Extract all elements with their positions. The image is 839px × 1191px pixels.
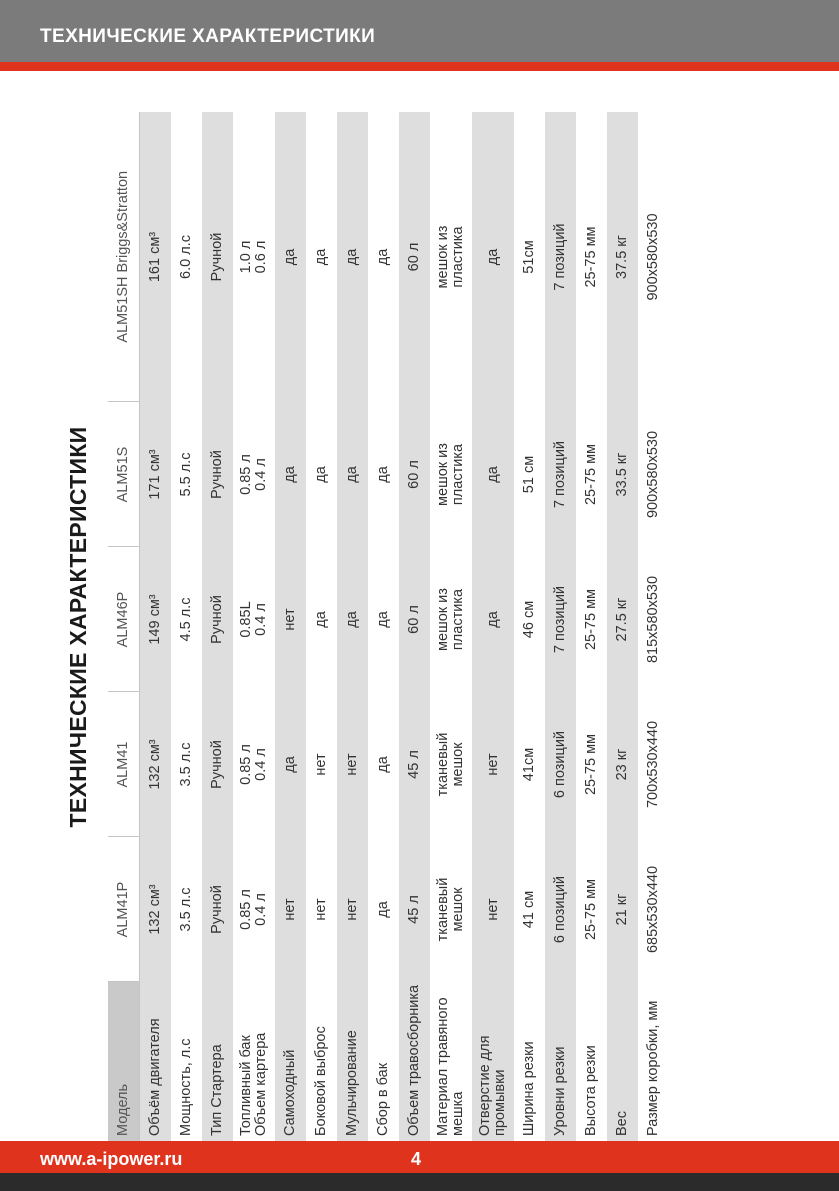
row-label: Тип Стартера: [202, 982, 233, 1142]
table-cell: да: [375, 466, 391, 483]
model-ALM51SH: ALM51SH Briggs&Stratton: [108, 112, 140, 402]
table-cell: 171 см³: [140, 402, 172, 547]
table-cell: да: [375, 901, 391, 918]
table-cell: 41см: [521, 747, 537, 782]
table-cell: 51см: [521, 240, 537, 274]
table-cell: 33.5 кг: [607, 402, 638, 547]
table-cell: да: [375, 756, 391, 773]
table-cell: да: [375, 611, 391, 628]
table-cell: 815x580x530: [645, 575, 661, 664]
table-cell: 25-75 мм: [583, 588, 599, 651]
table-cell: Ручной: [202, 547, 233, 692]
table-cell: 37.5 кг: [607, 112, 638, 402]
table-cell: 900x580x530: [645, 213, 661, 301]
table-cell: 60 л: [399, 402, 430, 547]
table-cell: 7 позиций: [545, 112, 576, 402]
table-row: [306, 112, 337, 1142]
table-cell: нет: [275, 837, 306, 982]
table-row: [514, 112, 545, 1142]
table-cell: 6.0 л.с: [178, 235, 194, 279]
table-cell: 132 см³: [140, 837, 172, 982]
table-cell: 60 л: [399, 112, 430, 402]
table-cell: мешок из пластика: [435, 588, 466, 651]
table-cell: мешок из пластика: [435, 443, 466, 506]
table-cell: нет: [337, 837, 368, 982]
table-cell: 46 см: [521, 600, 537, 639]
table-row: [472, 112, 514, 1142]
table-cell: тканевый мешок: [435, 877, 466, 942]
table-row: [430, 112, 472, 1142]
table-cell: да: [313, 611, 329, 628]
table-row: [399, 112, 430, 1142]
table-cell: 0.85 л 0.4 л: [238, 744, 269, 785]
header-stripe: [0, 62, 839, 71]
table-cell: да: [337, 112, 368, 402]
table-cell: да: [472, 402, 514, 547]
table-cell: 4.5 л.с: [178, 597, 194, 642]
table-cell: 25-75 мм: [583, 443, 599, 506]
table-cell: да: [313, 248, 329, 266]
page-title: ТЕХНИЧЕСКИЕ ХАРАКТЕРИСТИКИ: [65, 426, 91, 828]
table-cell: 6 позиций: [545, 692, 576, 837]
table-cell: да: [337, 402, 368, 547]
table-cell: 0.85 л 0.4 л: [238, 889, 269, 930]
table-cell: 1.0 л 0.6 л: [238, 240, 269, 274]
table-cell: 132 см³: [140, 692, 172, 837]
table-cell: 21 кг: [607, 837, 638, 982]
row-label: Отверстие для промывки: [472, 982, 514, 1142]
table-cell: нет: [472, 837, 514, 982]
table-row: [545, 112, 576, 1142]
table-cell: Ручной: [202, 112, 233, 402]
table-row: [140, 112, 172, 1142]
row-label: Материал травяного мешка: [435, 997, 466, 1136]
table-cell: нет: [472, 692, 514, 837]
table-cell: 685x530x440: [645, 865, 661, 954]
row-label: Вес: [607, 982, 638, 1142]
model-ALM51S: ALM51S: [108, 402, 140, 547]
table-cell: мешок из пластика: [435, 225, 466, 289]
table-cell: да: [375, 248, 391, 266]
row-label: Уровни резки: [545, 982, 576, 1142]
table-row: [638, 112, 669, 1142]
table-cell: 0.85 л 0.4 л: [238, 454, 269, 495]
row-label: Размер коробки, мм: [645, 1000, 661, 1136]
table-row: [202, 112, 233, 1142]
model-ALM41: ALM41: [108, 692, 140, 837]
table-cell: 51 см: [521, 455, 537, 494]
table-cell: 23 кг: [607, 692, 638, 837]
table-cell: 900x580x530: [645, 430, 661, 519]
page-number: 4: [411, 1149, 422, 1169]
table-cell: 45 л: [399, 692, 430, 837]
row-label: Ширина резки: [521, 1041, 537, 1136]
table-cell: да: [313, 466, 329, 483]
table-cell: 3.5 л.с: [178, 887, 194, 932]
table-cell: 7 позиций: [545, 402, 576, 547]
table-cell: 25-75 мм: [583, 878, 599, 941]
row-label: Мощность, л.с: [178, 1038, 194, 1136]
table-cell: 25-75 мм: [583, 733, 599, 796]
row-label: Самоходный: [275, 982, 306, 1142]
row-label: Сбор в бак: [375, 1062, 391, 1136]
table-cell: нет: [275, 547, 306, 692]
table-cell: 6 позиций: [545, 837, 576, 982]
table-cell: да: [472, 547, 514, 692]
table-cell: да: [275, 402, 306, 547]
table-row: [576, 112, 607, 1142]
table-cell: Ручной: [202, 692, 233, 837]
table-cell: нет: [313, 898, 329, 921]
model-ALM46P: ALM46P: [108, 547, 140, 692]
table-row: [171, 112, 202, 1142]
table-cell: 41 см: [521, 890, 537, 929]
table-row: [233, 112, 275, 1142]
table-cell: да: [337, 547, 368, 692]
rotated-content: [48, 112, 728, 1142]
table-row: [607, 112, 638, 1142]
row-label: Боковой выброс: [313, 1026, 329, 1136]
table-header-row: [108, 112, 140, 1142]
table-cell: 60 л: [399, 547, 430, 692]
footer-url: www.a-ipower.ru: [40, 1149, 183, 1169]
table-cell: да: [472, 112, 514, 402]
table-cell: 5.5 л.с: [178, 452, 194, 497]
table-cell: да: [275, 112, 306, 402]
row-label: Мульчирование: [337, 982, 368, 1142]
table-row: [337, 112, 368, 1142]
table-cell: нет: [337, 692, 368, 837]
footer-dark-strip: [0, 1173, 839, 1191]
table-cell: 7 позиций: [545, 547, 576, 692]
table-cell: да: [275, 692, 306, 837]
header-label: Модель: [108, 982, 140, 1142]
table-cell: 161 см³: [140, 112, 172, 402]
table-cell: Ручной: [202, 402, 233, 547]
table-cell: 149 см³: [140, 547, 172, 692]
table-cell: Ручной: [202, 837, 233, 982]
table-cell: 3.5 л.с: [178, 742, 194, 787]
table-row: [368, 112, 399, 1142]
row-label: Объем травосборника: [399, 982, 430, 1142]
table-cell: 25-75 мм: [583, 226, 599, 288]
spec-table: [108, 112, 669, 1142]
table-cell: 700x530x440: [645, 720, 661, 809]
header-title: ТЕХНИЧЕСКИЕ ХАРАКТЕРИСТИКИ: [40, 26, 376, 47]
table-cell: нет: [313, 753, 329, 776]
table-cell: 27.5 кг: [607, 547, 638, 692]
table-cell: 45 л: [399, 837, 430, 982]
row-label: Объём двигателя: [140, 982, 172, 1142]
model-ALM41P: ALM41P: [108, 837, 140, 982]
table-cell: тканевый мешок: [435, 732, 466, 797]
table-row: [275, 112, 306, 1142]
row-label: Топливный бак Объем картера: [238, 1032, 269, 1136]
row-label: Высота резки: [583, 1045, 599, 1136]
table-cell: 0.85L 0.4 л: [238, 601, 269, 638]
